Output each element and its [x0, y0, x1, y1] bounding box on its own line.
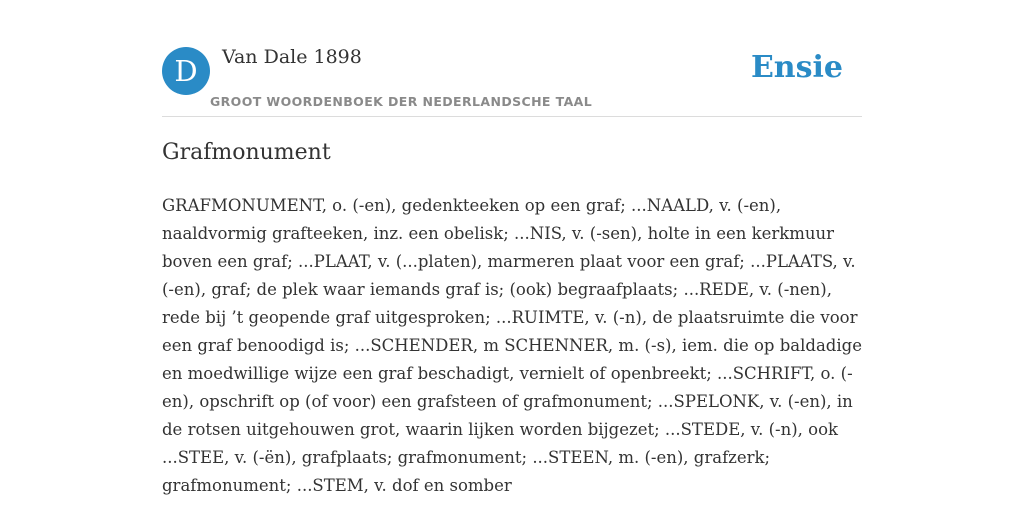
dictionary-title[interactable]: Van Dale 1898	[222, 46, 362, 68]
dictionary-logo[interactable]: D	[162, 47, 210, 95]
ensie-logo-link[interactable]: Ensie	[750, 50, 843, 85]
dictionary-header	[162, 40, 862, 117]
dictionary-subtitle: GROOT WOORDENBOEK DER NEDERLANDSCHE TAAL	[210, 94, 593, 109]
entry-title: Grafmonument	[162, 140, 331, 165]
entry-definition: GRAFMONUMENT, o. (-en), gedenkteeken op een graf; ...NAALD, v. (-en), naaldvormig grafteeken, inz. een obelisk; ...NIS, v. (-sen), holte in een kerkmuur boven een graf; ...PLAAT, v. (...platen), marmeren plaat voor een graf; ...PLAATS, v. (-en), graf; de plek waar iemands graf is; (ook) begraafplaats; ...REDE, v. (-nen), rede bij ’t geopende graf uitgesproken; ...RUIMTE, v. (-n), de plaatsruimte die voor een graf benoodigd is; ...SCHENDER, m SCHENNER, m. (-s), iem. die op baldadige en moedwillige wijze een graf beschadigt, vernielt of openbreekt; ...SCHRIFT, o. (-en), opschrift op (of voor) een grafsteen of grafmonument; ...SPELONK, v. (-en), in de rotsen uitgehouwen grot, waarin lijken worden bijgezet; ...STEDE, v. (-n), ook ...STEE, v. (-ën), grafplaats; grafmonument; ...STEEN, m. (-en), grafzerk; grafmonument; ...STEM, v. dof en somber	[162, 196, 862, 495]
